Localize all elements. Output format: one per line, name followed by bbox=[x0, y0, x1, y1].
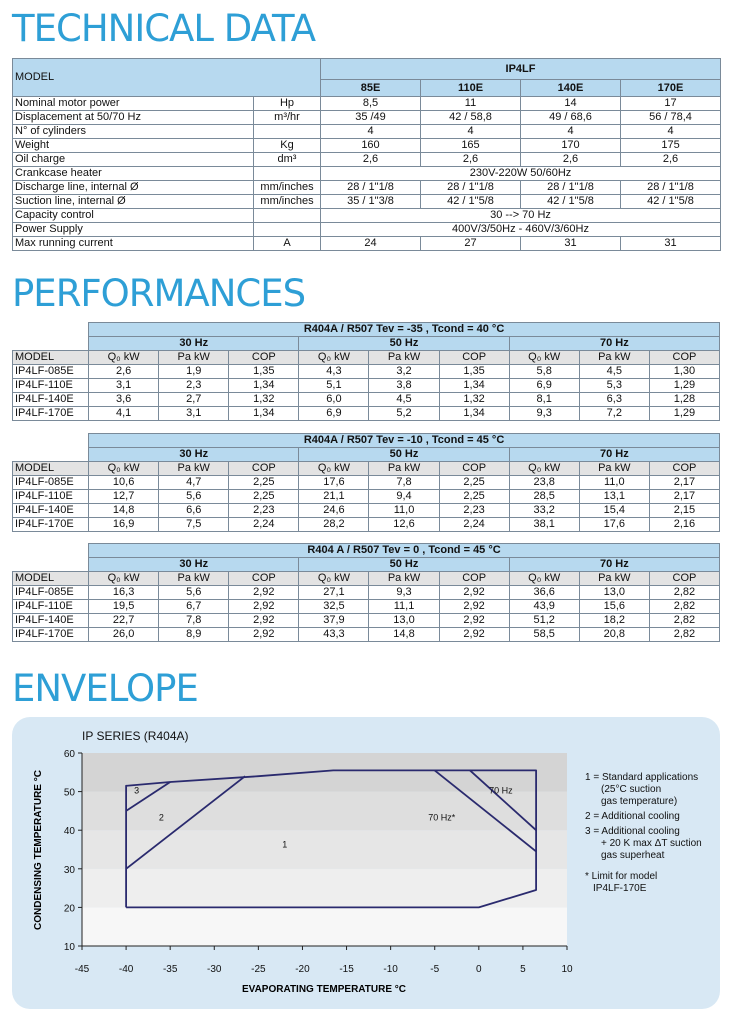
value-cell: 6,7 bbox=[159, 600, 229, 614]
row-label: Displacement at 50/70 Hz bbox=[13, 111, 254, 125]
x-axis-label: EVAPORATING TEMPERATURE °C bbox=[241, 984, 407, 995]
value-cell: 2,92 bbox=[229, 614, 299, 628]
col-header: Pa kW bbox=[579, 351, 649, 365]
frequency-header: 30 Hz bbox=[89, 558, 299, 572]
x-tick-label: 5 bbox=[520, 964, 526, 975]
value-cell: 4,1 bbox=[89, 407, 159, 421]
value-cell: 11,1 bbox=[369, 600, 439, 614]
value-cell: 11,0 bbox=[369, 504, 439, 518]
value-cell: 2,25 bbox=[439, 490, 509, 504]
row-unit: m³/hr bbox=[254, 111, 321, 125]
value-cell: 1,35 bbox=[229, 365, 299, 379]
value-cell: 14,8 bbox=[369, 628, 439, 642]
col-header: Pa kW bbox=[369, 462, 439, 476]
value-cell: 33,2 bbox=[509, 504, 579, 518]
condition-header: R404 A / R507 Tev = 0 , Tcond = 45 °C bbox=[89, 544, 720, 558]
model-cell: IP4LF-170E bbox=[13, 518, 89, 532]
row-value: 28 / 1"1/8 bbox=[521, 181, 621, 195]
row-value: 400V/3/50Hz - 460V/3/60Hz bbox=[321, 223, 721, 237]
value-cell: 1,34 bbox=[439, 379, 509, 393]
value-cell: 6,0 bbox=[299, 393, 369, 407]
x-tick-label: -45 bbox=[74, 964, 90, 975]
col-header: Q₀ kW bbox=[299, 572, 369, 586]
technical-data-title: TECHNICAL DATA bbox=[12, 7, 316, 50]
value-cell: 2,17 bbox=[649, 476, 719, 490]
value-cell: 37,9 bbox=[299, 614, 369, 628]
col-header: Pa kW bbox=[579, 572, 649, 586]
value-cell: 23,8 bbox=[509, 476, 579, 490]
col-header: Q₀ kW bbox=[509, 462, 579, 476]
model-cell: IP4LF-170E bbox=[13, 407, 89, 421]
frequency-header: 50 Hz bbox=[299, 558, 509, 572]
value-cell: 2,16 bbox=[649, 518, 719, 532]
value-cell: 2,92 bbox=[229, 628, 299, 642]
row-value: 2,6 bbox=[421, 153, 521, 167]
legend-text: + 20 K max ΔT suction bbox=[601, 838, 702, 849]
col-header: Pa kW bbox=[369, 351, 439, 365]
row-value: 31 bbox=[521, 237, 621, 251]
row-value: 4 bbox=[621, 125, 721, 139]
legend-text: 2 = Additional cooling bbox=[585, 811, 680, 822]
model-cell: IP4LF-140E bbox=[13, 504, 89, 518]
legend-text: * Limit for model bbox=[585, 871, 658, 882]
col-header: COP bbox=[439, 351, 509, 365]
model-col-header: MODEL bbox=[13, 351, 89, 365]
value-cell: 13,0 bbox=[369, 614, 439, 628]
row-label: Discharge line, internal Ø bbox=[13, 181, 254, 195]
model-cell: IP4LF-085E bbox=[13, 476, 89, 490]
y-tick-label: 50 bbox=[63, 787, 75, 799]
model-cell: IP4LF-140E bbox=[13, 614, 89, 628]
value-cell: 43,9 bbox=[509, 600, 579, 614]
row-unit: Kg bbox=[254, 139, 321, 153]
col-header: Pa kW bbox=[159, 462, 229, 476]
value-cell: 32,5 bbox=[299, 600, 369, 614]
value-cell: 6,3 bbox=[579, 393, 649, 407]
value-cell: 9,3 bbox=[509, 407, 579, 421]
row-value: 11 bbox=[421, 97, 521, 111]
value-cell: 2,82 bbox=[649, 586, 719, 600]
row-label: Power Supply bbox=[13, 223, 254, 237]
col-header: Pa kW bbox=[579, 462, 649, 476]
value-cell: 28,2 bbox=[299, 518, 369, 532]
model-col-header: MODEL bbox=[13, 462, 89, 476]
condition-header: R404A / R507 Tev = -35 , Tcond = 40 °C bbox=[89, 323, 720, 337]
x-tick-label: -10 bbox=[383, 964, 398, 975]
legend-item-1 bbox=[585, 772, 698, 808]
region-label: 3 bbox=[134, 785, 140, 796]
value-cell: 2,92 bbox=[439, 614, 509, 628]
value-cell: 51,2 bbox=[509, 614, 579, 628]
performances-title: PERFORMANCES bbox=[12, 272, 306, 315]
model-col-header: 110E bbox=[421, 80, 521, 97]
row-value: 49 / 68,6 bbox=[521, 111, 621, 125]
row-value: 35 / 1"3/8 bbox=[321, 195, 421, 209]
row-unit: mm/inches bbox=[254, 195, 321, 209]
region-label: 70 Hz* bbox=[428, 812, 456, 823]
frequency-header: 30 Hz bbox=[89, 337, 299, 351]
region-label: 1 bbox=[282, 839, 288, 850]
row-value: 4 bbox=[521, 125, 621, 139]
frequency-header: 70 Hz bbox=[509, 558, 719, 572]
y-axis-label: CONDENSING TEMPERATURE °C bbox=[33, 770, 44, 930]
value-cell: 2,24 bbox=[439, 518, 509, 532]
col-header: Q₀ kW bbox=[89, 462, 159, 476]
model-col-header: MODEL bbox=[13, 572, 89, 586]
value-cell: 5,2 bbox=[369, 407, 439, 421]
value-cell: 3,6 bbox=[89, 393, 159, 407]
value-cell: 22,7 bbox=[89, 614, 159, 628]
row-value: 4 bbox=[421, 125, 521, 139]
value-cell: 12,6 bbox=[369, 518, 439, 532]
value-cell: 4,7 bbox=[159, 476, 229, 490]
legend-text: IP4LF-170E bbox=[593, 883, 647, 894]
value-cell: 5,6 bbox=[159, 586, 229, 600]
row-value: 42 / 58,8 bbox=[421, 111, 521, 125]
value-cell: 2,24 bbox=[229, 518, 299, 532]
model-cell: IP4LF-110E bbox=[13, 600, 89, 614]
value-cell: 6,6 bbox=[159, 504, 229, 518]
value-cell: 1,28 bbox=[649, 393, 719, 407]
value-cell: 3,1 bbox=[159, 407, 229, 421]
value-cell: 2,25 bbox=[229, 490, 299, 504]
x-tick-label: -25 bbox=[251, 964, 266, 975]
row-value: 17 bbox=[621, 97, 721, 111]
model-col-header: 140E bbox=[521, 80, 621, 97]
value-cell: 27,1 bbox=[299, 586, 369, 600]
value-cell: 19,5 bbox=[89, 600, 159, 614]
value-cell: 10,6 bbox=[89, 476, 159, 490]
grid-band bbox=[82, 869, 567, 908]
value-cell: 3,1 bbox=[89, 379, 159, 393]
col-header: Q₀ kW bbox=[299, 462, 369, 476]
row-unit: A bbox=[254, 237, 321, 251]
model-cell: IP4LF-110E bbox=[13, 379, 89, 393]
value-cell: 2,6 bbox=[89, 365, 159, 379]
col-header: COP bbox=[649, 351, 719, 365]
model-cell: IP4LF-085E bbox=[13, 586, 89, 600]
model-col-header: 170E bbox=[621, 80, 721, 97]
value-cell: 7,8 bbox=[159, 614, 229, 628]
col-header: Pa kW bbox=[369, 572, 439, 586]
value-cell: 2,82 bbox=[649, 614, 719, 628]
x-tick-label: -35 bbox=[162, 964, 178, 975]
legend-item-2 bbox=[585, 811, 680, 823]
value-cell: 28,5 bbox=[509, 490, 579, 504]
frequency-header: 70 Hz bbox=[509, 337, 719, 351]
value-cell: 6,9 bbox=[509, 379, 579, 393]
col-header: Q₀ kW bbox=[509, 351, 579, 365]
x-tick-label: 0 bbox=[476, 964, 482, 975]
value-cell: 36,6 bbox=[509, 586, 579, 600]
value-cell: 1,30 bbox=[649, 365, 719, 379]
value-cell: 2,17 bbox=[649, 490, 719, 504]
row-value: 14 bbox=[521, 97, 621, 111]
x-tick-label: -30 bbox=[207, 964, 222, 975]
legend-text: (25°C suction bbox=[601, 784, 662, 795]
x-tick-label: 10 bbox=[561, 964, 573, 975]
value-cell: 11,0 bbox=[579, 476, 649, 490]
row-value: 8,5 bbox=[321, 97, 421, 111]
y-tick-label: 10 bbox=[63, 942, 75, 953]
legend-text: gas temperature) bbox=[601, 796, 678, 807]
value-cell: 16,9 bbox=[89, 518, 159, 532]
value-cell: 2,82 bbox=[649, 600, 719, 614]
col-header: COP bbox=[649, 572, 719, 586]
value-cell: 38,1 bbox=[509, 518, 579, 532]
grid-band bbox=[82, 792, 567, 831]
value-cell: 7,2 bbox=[579, 407, 649, 421]
row-value: 2,6 bbox=[621, 153, 721, 167]
row-label: Capacity control bbox=[13, 209, 254, 223]
row-label: Nominal motor power bbox=[13, 97, 254, 111]
x-tick-label: -5 bbox=[430, 964, 440, 975]
row-label: Crankcase heater bbox=[13, 167, 254, 181]
value-cell: 2,92 bbox=[229, 600, 299, 614]
value-cell: 15,6 bbox=[579, 600, 649, 614]
row-value: 30 --> 70 Hz bbox=[321, 209, 721, 223]
row-value: 175 bbox=[621, 139, 721, 153]
row-value: 2,6 bbox=[321, 153, 421, 167]
row-value: 42 / 1"5/8 bbox=[621, 195, 721, 209]
envelope-title: ENVELOPE bbox=[12, 667, 198, 710]
frequency-header: 70 Hz bbox=[509, 448, 719, 462]
value-cell: 13,1 bbox=[579, 490, 649, 504]
col-header: COP bbox=[439, 462, 509, 476]
row-label: Suction line, internal Ø bbox=[13, 195, 254, 209]
frequency-header: 30 Hz bbox=[89, 448, 299, 462]
value-cell: 5,8 bbox=[509, 365, 579, 379]
value-cell: 5,6 bbox=[159, 490, 229, 504]
col-header: Q₀ kW bbox=[509, 572, 579, 586]
row-value: 24 bbox=[321, 237, 421, 251]
y-tick-label: 60 bbox=[63, 749, 75, 760]
value-cell: 8,9 bbox=[159, 628, 229, 642]
model-header: MODEL bbox=[13, 59, 321, 97]
value-cell: 2,3 bbox=[159, 379, 229, 393]
row-value: 35 /49 bbox=[321, 111, 421, 125]
value-cell: 2,25 bbox=[439, 476, 509, 490]
grid-band bbox=[82, 907, 567, 946]
model-col-header: 85E bbox=[321, 80, 421, 97]
x-tick-label: -15 bbox=[339, 964, 354, 975]
value-cell: 14,8 bbox=[89, 504, 159, 518]
value-cell: 13,0 bbox=[579, 586, 649, 600]
value-cell: 26,0 bbox=[89, 628, 159, 642]
value-cell: 1,34 bbox=[229, 379, 299, 393]
col-header: COP bbox=[229, 351, 299, 365]
value-cell: 1,9 bbox=[159, 365, 229, 379]
value-cell: 2,23 bbox=[229, 504, 299, 518]
row-label: Weight bbox=[13, 139, 254, 153]
condition-header: R404A / R507 Tev = -10 , Tcond = 45 °C bbox=[89, 434, 720, 448]
row-value: 160 bbox=[321, 139, 421, 153]
col-header: COP bbox=[229, 572, 299, 586]
value-cell: 2,92 bbox=[439, 600, 509, 614]
value-cell: 58,5 bbox=[509, 628, 579, 642]
series-header: IP4LF bbox=[321, 59, 721, 80]
col-header: COP bbox=[439, 572, 509, 586]
row-unit: Hp bbox=[254, 97, 321, 111]
row-value: 2,6 bbox=[521, 153, 621, 167]
row-value: 31 bbox=[621, 237, 721, 251]
x-tick-label: -40 bbox=[118, 964, 134, 975]
legend-text: 1 = Standard applications bbox=[585, 772, 699, 783]
row-value: 230V-220W 50/60Hz bbox=[321, 167, 721, 181]
model-cell: IP4LF-140E bbox=[13, 393, 89, 407]
region-label: 70 Hz bbox=[489, 785, 513, 796]
value-cell: 2,92 bbox=[439, 628, 509, 642]
legend-text: 3 = Additional cooling bbox=[585, 826, 680, 837]
model-cell: IP4LF-110E bbox=[13, 490, 89, 504]
legend-text: gas superheat bbox=[601, 850, 665, 861]
value-cell: 9,4 bbox=[369, 490, 439, 504]
row-unit: dm³ bbox=[254, 153, 321, 167]
value-cell: 4,3 bbox=[299, 365, 369, 379]
value-cell: 1,29 bbox=[649, 407, 719, 421]
value-cell: 9,3 bbox=[369, 586, 439, 600]
y-tick-label: 20 bbox=[63, 903, 75, 915]
row-value: 4 bbox=[321, 125, 421, 139]
col-header: COP bbox=[649, 462, 719, 476]
value-cell: 1,35 bbox=[439, 365, 509, 379]
value-cell: 1,29 bbox=[649, 379, 719, 393]
value-cell: 8,1 bbox=[509, 393, 579, 407]
row-label: Max running current bbox=[13, 237, 254, 251]
value-cell: 20,8 bbox=[579, 628, 649, 642]
row-value: 42 / 1"5/8 bbox=[421, 195, 521, 209]
row-value: 170 bbox=[521, 139, 621, 153]
value-cell: 2,15 bbox=[649, 504, 719, 518]
legend-item-4 bbox=[585, 871, 657, 895]
frequency-header: 50 Hz bbox=[299, 337, 509, 351]
col-header: Q₀ kW bbox=[89, 351, 159, 365]
value-cell: 18,2 bbox=[579, 614, 649, 628]
row-unit: mm/inches bbox=[254, 181, 321, 195]
row-value: 27 bbox=[421, 237, 521, 251]
row-value: 56 / 78,4 bbox=[621, 111, 721, 125]
value-cell: 7,8 bbox=[369, 476, 439, 490]
model-cell: IP4LF-170E bbox=[13, 628, 89, 642]
value-cell: 16,3 bbox=[89, 586, 159, 600]
col-header: Q₀ kW bbox=[299, 351, 369, 365]
value-cell: 43,3 bbox=[299, 628, 369, 642]
row-value: 165 bbox=[421, 139, 521, 153]
row-label: N° of cylinders bbox=[13, 125, 254, 139]
value-cell: 2,92 bbox=[229, 586, 299, 600]
col-header: Q₀ kW bbox=[89, 572, 159, 586]
x-tick-label: -20 bbox=[295, 964, 310, 975]
value-cell: 5,1 bbox=[299, 379, 369, 393]
row-value: 28 / 1"1/8 bbox=[621, 181, 721, 195]
row-label: Oil charge bbox=[13, 153, 254, 167]
value-cell: 1,34 bbox=[229, 407, 299, 421]
value-cell: 5,3 bbox=[579, 379, 649, 393]
value-cell: 21,1 bbox=[299, 490, 369, 504]
value-cell: 17,6 bbox=[579, 518, 649, 532]
value-cell: 17,6 bbox=[299, 476, 369, 490]
value-cell: 24,6 bbox=[299, 504, 369, 518]
value-cell: 6,9 bbox=[299, 407, 369, 421]
value-cell: 2,23 bbox=[439, 504, 509, 518]
value-cell: 7,5 bbox=[159, 518, 229, 532]
value-cell: 4,5 bbox=[579, 365, 649, 379]
value-cell: 2,82 bbox=[649, 628, 719, 642]
model-cell: IP4LF-085E bbox=[13, 365, 89, 379]
value-cell: 1,32 bbox=[439, 393, 509, 407]
row-value: 42 / 1"5/8 bbox=[521, 195, 621, 209]
chart-title: IP SERIES (R404A) bbox=[82, 729, 189, 743]
col-header: Pa kW bbox=[159, 351, 229, 365]
grid-band bbox=[82, 830, 567, 869]
value-cell: 2,25 bbox=[229, 476, 299, 490]
value-cell: 3,8 bbox=[369, 379, 439, 393]
legend-item-3 bbox=[585, 826, 702, 862]
value-cell: 4,5 bbox=[369, 393, 439, 407]
value-cell: 3,2 bbox=[369, 365, 439, 379]
col-header: Pa kW bbox=[159, 572, 229, 586]
value-cell: 1,32 bbox=[229, 393, 299, 407]
value-cell: 1,34 bbox=[439, 407, 509, 421]
y-tick-label: 30 bbox=[63, 864, 75, 876]
value-cell: 2,92 bbox=[439, 586, 509, 600]
value-cell: 15,4 bbox=[579, 504, 649, 518]
value-cell: 12,7 bbox=[89, 490, 159, 504]
region-label: 2 bbox=[158, 812, 164, 823]
value-cell: 2,7 bbox=[159, 393, 229, 407]
row-value: 28 / 1"1/8 bbox=[421, 181, 521, 195]
y-tick-label: 40 bbox=[63, 826, 75, 838]
col-header: COP bbox=[229, 462, 299, 476]
row-value: 28 / 1"1/8 bbox=[321, 181, 421, 195]
frequency-header: 50 Hz bbox=[299, 448, 509, 462]
